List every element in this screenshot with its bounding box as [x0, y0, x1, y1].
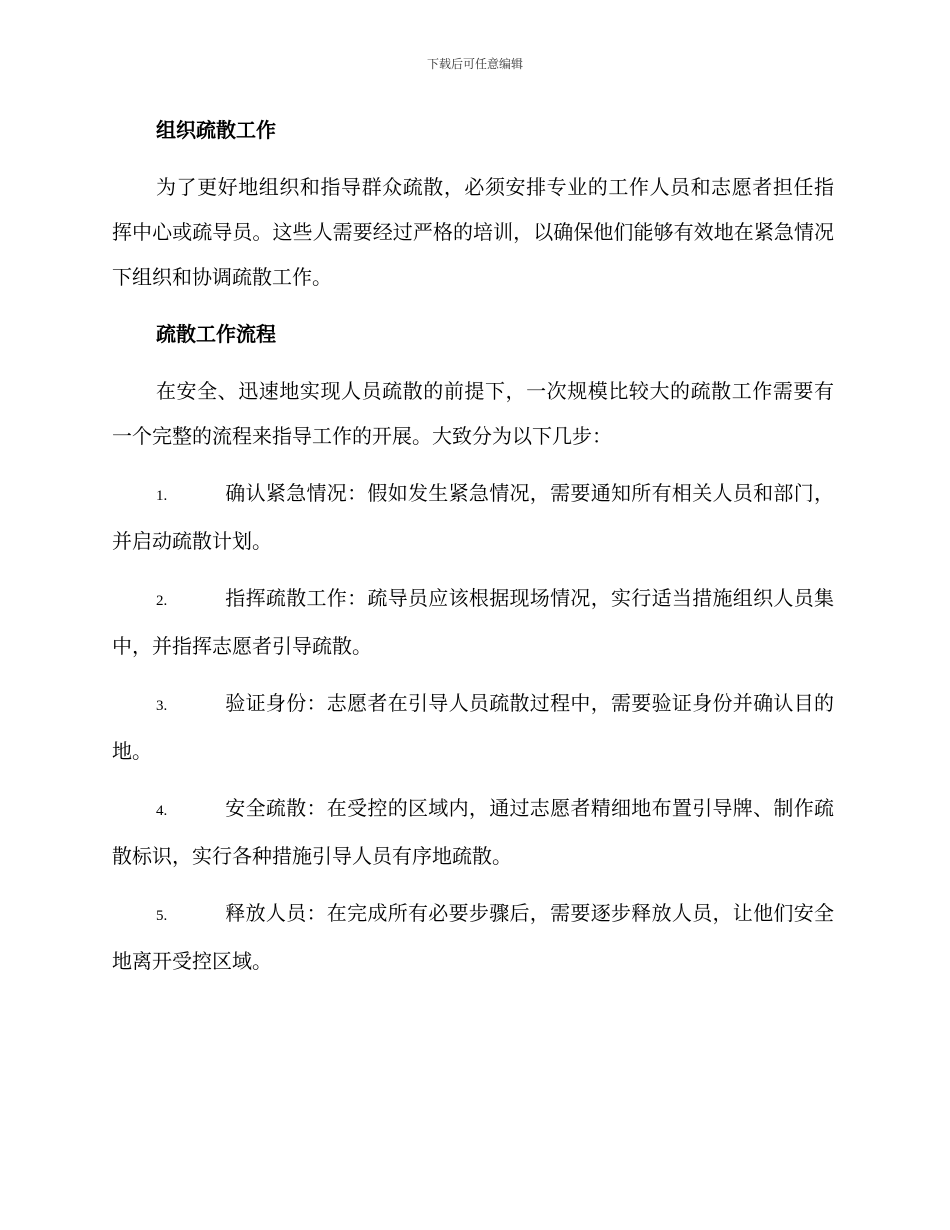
header-note: 下载后可任意编辑: [426, 57, 523, 71]
list-item-text: 验证身份：志愿者在引导人员疏散过程中，需要验证身份并确认目的地。: [112, 691, 834, 763]
list-item-text: 安全疏散：在受控的区域内，通过志愿者精细地布置引导牌、制作疏散标识，实行各种措施引导人员有序地疏散。: [112, 796, 834, 868]
section-paragraph-process: 在安全、迅速地实现人员疏散的前提下，一次规模比较大的疏散工作需要有一个完整的流程来指导工作的开展。大致分为以下几步：: [112, 379, 834, 448]
list-item-number: 3.: [156, 698, 168, 714]
list-item-number: 2.: [156, 593, 168, 609]
list-item-number: 1.: [156, 488, 168, 504]
list-item: [112, 786, 834, 879]
list-item: [112, 471, 834, 564]
section-paragraph-organize: 为了更好地组织和指导群众疏散，必须安排专业的工作人员和志愿者担任指挥中心或疏导员。这些人需要经过严格的培训，以确保他们能够有效地在紧急情况下组织和协调疏散工作。: [112, 175, 834, 289]
section-title-organize: 组织疏散工作: [156, 118, 276, 142]
list-item-number: 5.: [156, 908, 168, 924]
list-item: [112, 891, 834, 984]
list-item: [112, 576, 834, 669]
list-item-text: 指挥疏散工作：疏导员应该根据现场情况，实行适当措施组织人员集中，并指挥志愿者引导疏散。: [112, 586, 834, 658]
list-item-text: 释放人员：在完成所有必要步骤后，需要逐步释放人员，让他们安全地离开受控区域。: [112, 901, 834, 973]
section-title-process: 疏散工作流程: [156, 322, 276, 346]
list-item-text: 确认紧急情况：假如发生紧急情况，需要通知所有相关人员和部门，并启动疏散计划。: [112, 481, 834, 553]
document-body: [112, 108, 834, 996]
list-item: [112, 681, 834, 774]
list-item-number: 4.: [156, 803, 168, 819]
